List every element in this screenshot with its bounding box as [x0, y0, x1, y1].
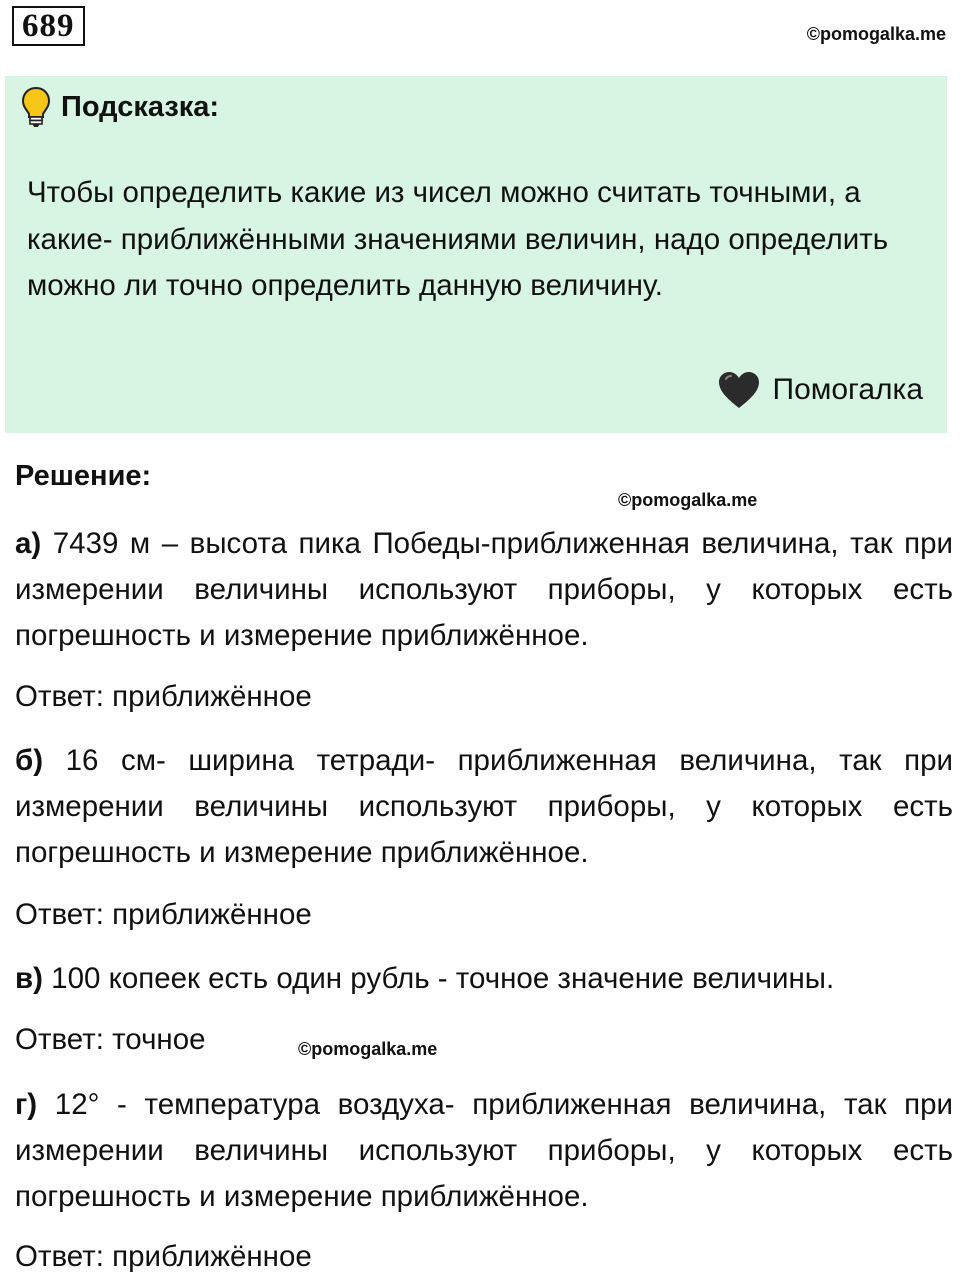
- task-number: 689: [12, 6, 85, 46]
- answer-a: Ответ: приближённое: [15, 680, 312, 713]
- hint-title: Подсказка:: [61, 90, 220, 123]
- solution-item-a: [15, 521, 953, 659]
- heart-icon: [717, 370, 761, 410]
- brand-label: Помогалка: [772, 373, 923, 406]
- item-text: 100 копеек есть один рубль - точное значение величины.: [42, 962, 835, 995]
- hint-footer: [717, 370, 924, 410]
- item-text: 16 см- ширина тетради- приближенная величина, так при измерении величины используют приборы, у которых есть погрешность и измерение приближённое.: [15, 744, 953, 869]
- solution-item-g: [15, 1082, 953, 1220]
- hint-header: [21, 86, 219, 128]
- item-label: г): [15, 1088, 38, 1121]
- answer-v: Ответ: точное: [15, 1023, 206, 1056]
- item-text: 7439 м – высота пика Победы-приближенная величина, так при измерении величины используют приборы, у которых есть погрешность и измерение приближённое.: [15, 527, 953, 652]
- lightbulb-icon: [21, 86, 51, 128]
- hint-box: [5, 76, 947, 433]
- answer-b: Ответ: приближённое: [15, 898, 312, 931]
- watermark-middle: ©pomogalka.me: [618, 490, 758, 510]
- item-label: а): [15, 527, 42, 560]
- solution-item-v: [15, 956, 953, 1002]
- watermark-top: ©pomogalka.me: [806, 24, 946, 44]
- item-label: в): [15, 962, 43, 995]
- item-label: б): [15, 744, 44, 777]
- item-text: 12° - температура воздуха- приближенная величина, так при измерении величины используют приборы, у которых есть погрешность и измерение приближённое.: [15, 1088, 953, 1213]
- answer-g: Ответ: приближённое: [15, 1240, 312, 1273]
- solution-heading: Решение:: [15, 460, 152, 492]
- hint-text: Чтобы определить какие из чисел можно считать точными, а какие- приближёнными значениями величин, надо определить можно ли точно определить данную величину.: [27, 176, 889, 302]
- watermark-bottom: ©pomogalka.me: [298, 1039, 438, 1059]
- solution-item-b: [15, 738, 953, 876]
